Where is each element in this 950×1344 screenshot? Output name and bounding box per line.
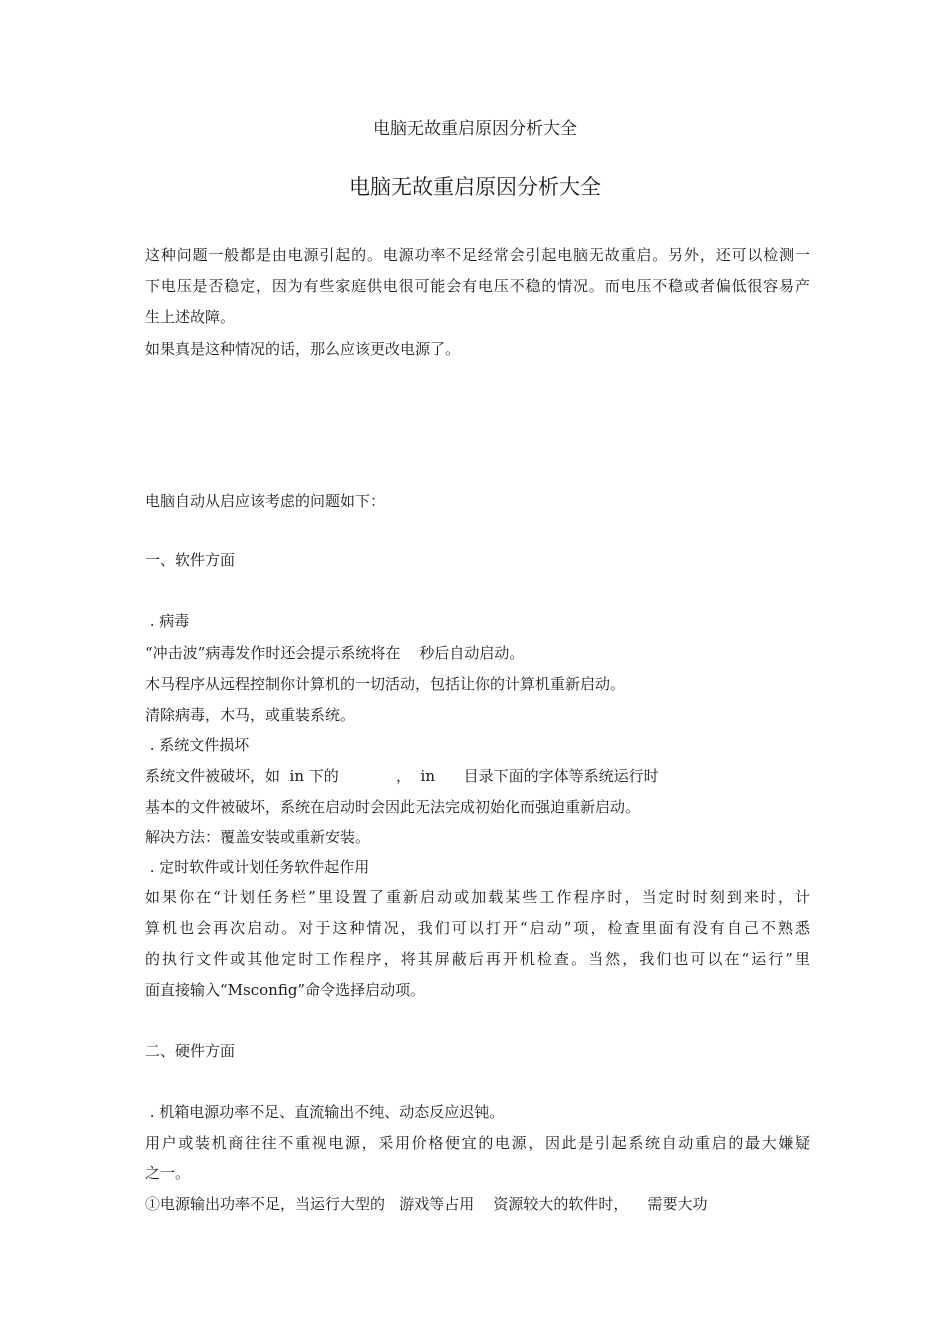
paragraph-line: 基本的文件被破坏，系统在启动时会因此无法完成初始化而强迫重新启动。 — [145, 798, 641, 816]
paragraph-line: 用户或装机商往往不重视电源，采用价格便宜的电源，因此是引起系统自动重启的最大嫌疑 — [145, 1134, 810, 1152]
paragraph-line: 的执行文件或其他定时工作程序，将其屏蔽后再开机检查。当然，我们也可以在“运行”里 — [145, 950, 810, 968]
subsection-heading: . 系统文件损坏 — [145, 736, 250, 754]
paragraph-line: 这种问题一般都是由电源引起的。电源功率不足经常会引起电脑无故重启。另外，还可以检测一 — [145, 246, 810, 264]
subsection-heading: . 病毒 — [145, 612, 190, 630]
paragraph-line: 之一。 — [145, 1164, 191, 1182]
paragraph-line: 面直接输入“Msconfig”命令选择启动项。 — [145, 981, 426, 999]
paragraph-line: ①电源输出功率不足，当运行大型的 游戏等占用 资源较大的软件时， 需要大功 — [145, 1195, 708, 1213]
section-heading: 一、软件方面 — [145, 551, 236, 569]
paragraph-line: 下电压是否稳定，因为有些家庭供电很可能会有电压不稳的情况。而电压不稳或者偏低很容易产 — [145, 277, 810, 295]
paragraph-line: 算机也会再次启动。对于这种情况，我们可以打开“启动”项，检查里面有没有自己不熟悉 — [145, 919, 810, 937]
paragraph-line: “冲击波”病毒发作时还会提示系统将在 秒后自动启动。 — [145, 644, 525, 662]
section-heading: 二、硬件方面 — [145, 1042, 236, 1060]
paragraph-line: 如果你在“计划任务栏”里设置了重新启动或加载某些工作程序时，当定时时刻到来时，计 — [145, 888, 810, 906]
subsection-heading: . 定时软件或计划任务软件起作用 — [145, 858, 370, 876]
paragraph-line: 生上述故障。 — [145, 308, 236, 326]
main-title: 电脑无故重启原因分析大全 — [349, 175, 601, 199]
section-intro: 电脑自动从启应该考虑的问题如下： — [145, 492, 386, 510]
header-title: 电脑无故重启原因分析大全 — [373, 119, 577, 139]
paragraph-line: 系统文件被破坏，如 in 下的 ， in 目录下面的字体等系统运行时 — [145, 767, 659, 785]
subsection-heading: . 机箱电源功率不足、直流输出不纯、动态反应迟钝。 — [145, 1103, 505, 1121]
paragraph-line: 解决方法：覆盖安装或重新安装。 — [145, 828, 371, 846]
paragraph-line: 如果真是这种情况的话，那么应该更改电源了。 — [145, 340, 461, 358]
paragraph-line: 清除病毒，木马，或重装系统。 — [145, 706, 356, 724]
paragraph-line: 木马程序从远程控制你计算机的一切活动，包括让你的计算机重新启动。 — [145, 675, 626, 693]
